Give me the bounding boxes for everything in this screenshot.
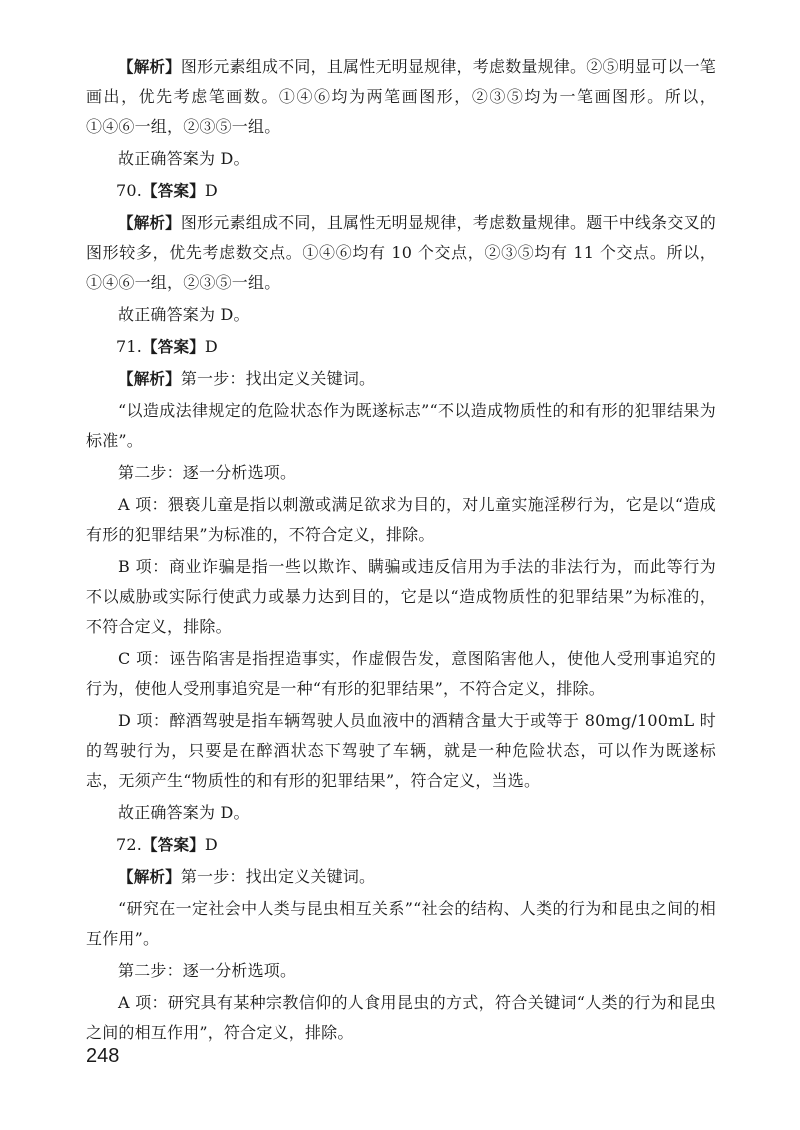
question-number: 70.: [116, 181, 143, 200]
paragraph-option-b: [86, 552, 716, 642]
question-number: 72.: [116, 835, 143, 854]
paragraph-text: A 项：猥亵儿童是指以刺激或满足欲求为目的，对儿童实施淫秽行为，它是以“造成有形的犯罪结果”为标准的，不符合定义，排除。: [86, 495, 716, 544]
document-page: [86, 52, 716, 1050]
paragraph-keywords: [86, 894, 716, 954]
question-number: 71.: [116, 337, 143, 356]
paragraph-text: 第二步：逐一分析选项。: [118, 961, 297, 980]
paragraph-text: 第一步：找出定义关键词。: [180, 369, 376, 388]
answer-line-72: [116, 830, 716, 860]
paragraph-answer-statement: [86, 144, 716, 174]
analysis-heading: 【解析】: [118, 214, 181, 232]
answer-value: D: [204, 835, 218, 854]
paragraph-text: C 项：诬告陷害是指捏造事实，作虚假告发，意图陷害他人，使他人受刑事追究的行为，使他人受刑事追究是一种“有形的犯罪结果”，不符合定义，排除。: [86, 649, 716, 698]
answer-line-71: [116, 332, 716, 362]
answer-value: D: [204, 337, 218, 356]
answer-heading: 【答案】: [142, 836, 205, 854]
answer-heading: 【答案】: [142, 338, 205, 356]
paragraph-text: “以造成法律规定的危险状态作为既遂标志”“不以造成物质性的和有形的犯罪结果为标准”。: [86, 401, 716, 450]
paragraph-text: 图形元素组成不同，且属性无明显规律，考虑数量规律。②⑤明显可以一笔画出，优先考虑笔画数。①④⑥均为两笔画图形，②③⑤均为一笔画图形。所以，①④⑥一组，②③⑤一组。: [86, 57, 716, 136]
paragraph-text: 图形元素组成不同，且属性无明显规律，考虑数量规律。题干中线条交叉的图形较多，优先考虑数交点。①④⑥均有 10 个交点，②③⑤均有 11 个交点。所以，①④⑥一组，②③⑤一组。: [86, 213, 716, 292]
paragraph-text: D 项：醉酒驾驶是指车辆驾驶人员血液中的酒精含量大于或等于 80mg/100mL 时的驾驶行为，只要是在醉酒状态下驾驶了车辆，就是一种危险状态，可以作为既遂标志，无须产生“物质性的和有形的犯罪结果”，符合定义，当选。: [86, 711, 716, 790]
paragraph-analysis-69: [86, 52, 716, 142]
paragraph-option-c: [86, 644, 716, 704]
paragraph-option-a: [86, 988, 716, 1048]
paragraph-text: A 项：研究具有某种宗教信仰的人食用昆虫的方式，符合关键词“人类的行为和昆虫之间的相互作用”，符合定义，排除。: [86, 993, 716, 1042]
paragraph-answer-statement: [86, 798, 716, 828]
paragraph-analysis-70: [86, 208, 716, 298]
answer-line-70: [116, 176, 716, 206]
paragraph-text: 第二步：逐一分析选项。: [118, 463, 297, 482]
paragraph-text: B 项：商业诈骗是指一些以欺诈、瞒骗或违反信用为手法的非法行为，而此等行为不以威胁或实际行使武力或暴力达到目的，它是以“造成物质性的犯罪结果”为标准的，不符合定义，排除。: [86, 557, 716, 636]
analysis-heading: 【解析】: [118, 868, 181, 886]
paragraph-text: “研究在一定社会中人类与昆虫相互关系”“社会的结构、人类的行为和昆虫之间的相互作用”。: [86, 899, 716, 948]
paragraph-analysis-72: [86, 862, 716, 892]
answer-value: D: [204, 181, 218, 200]
paragraph-text: 故正确答案为 D。: [118, 149, 250, 168]
paragraph-analysis-71: [86, 364, 716, 394]
paragraph-step-two: [86, 458, 716, 488]
paragraph-step-two: [86, 956, 716, 986]
page-number: 248: [86, 1045, 120, 1067]
paragraph-text: 故正确答案为 D。: [118, 305, 250, 324]
paragraph-keywords: [86, 396, 716, 456]
paragraph-option-d: [86, 706, 716, 796]
paragraph-option-a: [86, 490, 716, 550]
paragraph-text: 故正确答案为 D。: [118, 803, 250, 822]
paragraph-answer-statement: [86, 300, 716, 330]
answer-heading: 【答案】: [142, 182, 205, 200]
paragraph-text: 第一步：找出定义关键词。: [180, 867, 376, 886]
analysis-heading: 【解析】: [118, 58, 181, 76]
analysis-heading: 【解析】: [118, 370, 181, 388]
